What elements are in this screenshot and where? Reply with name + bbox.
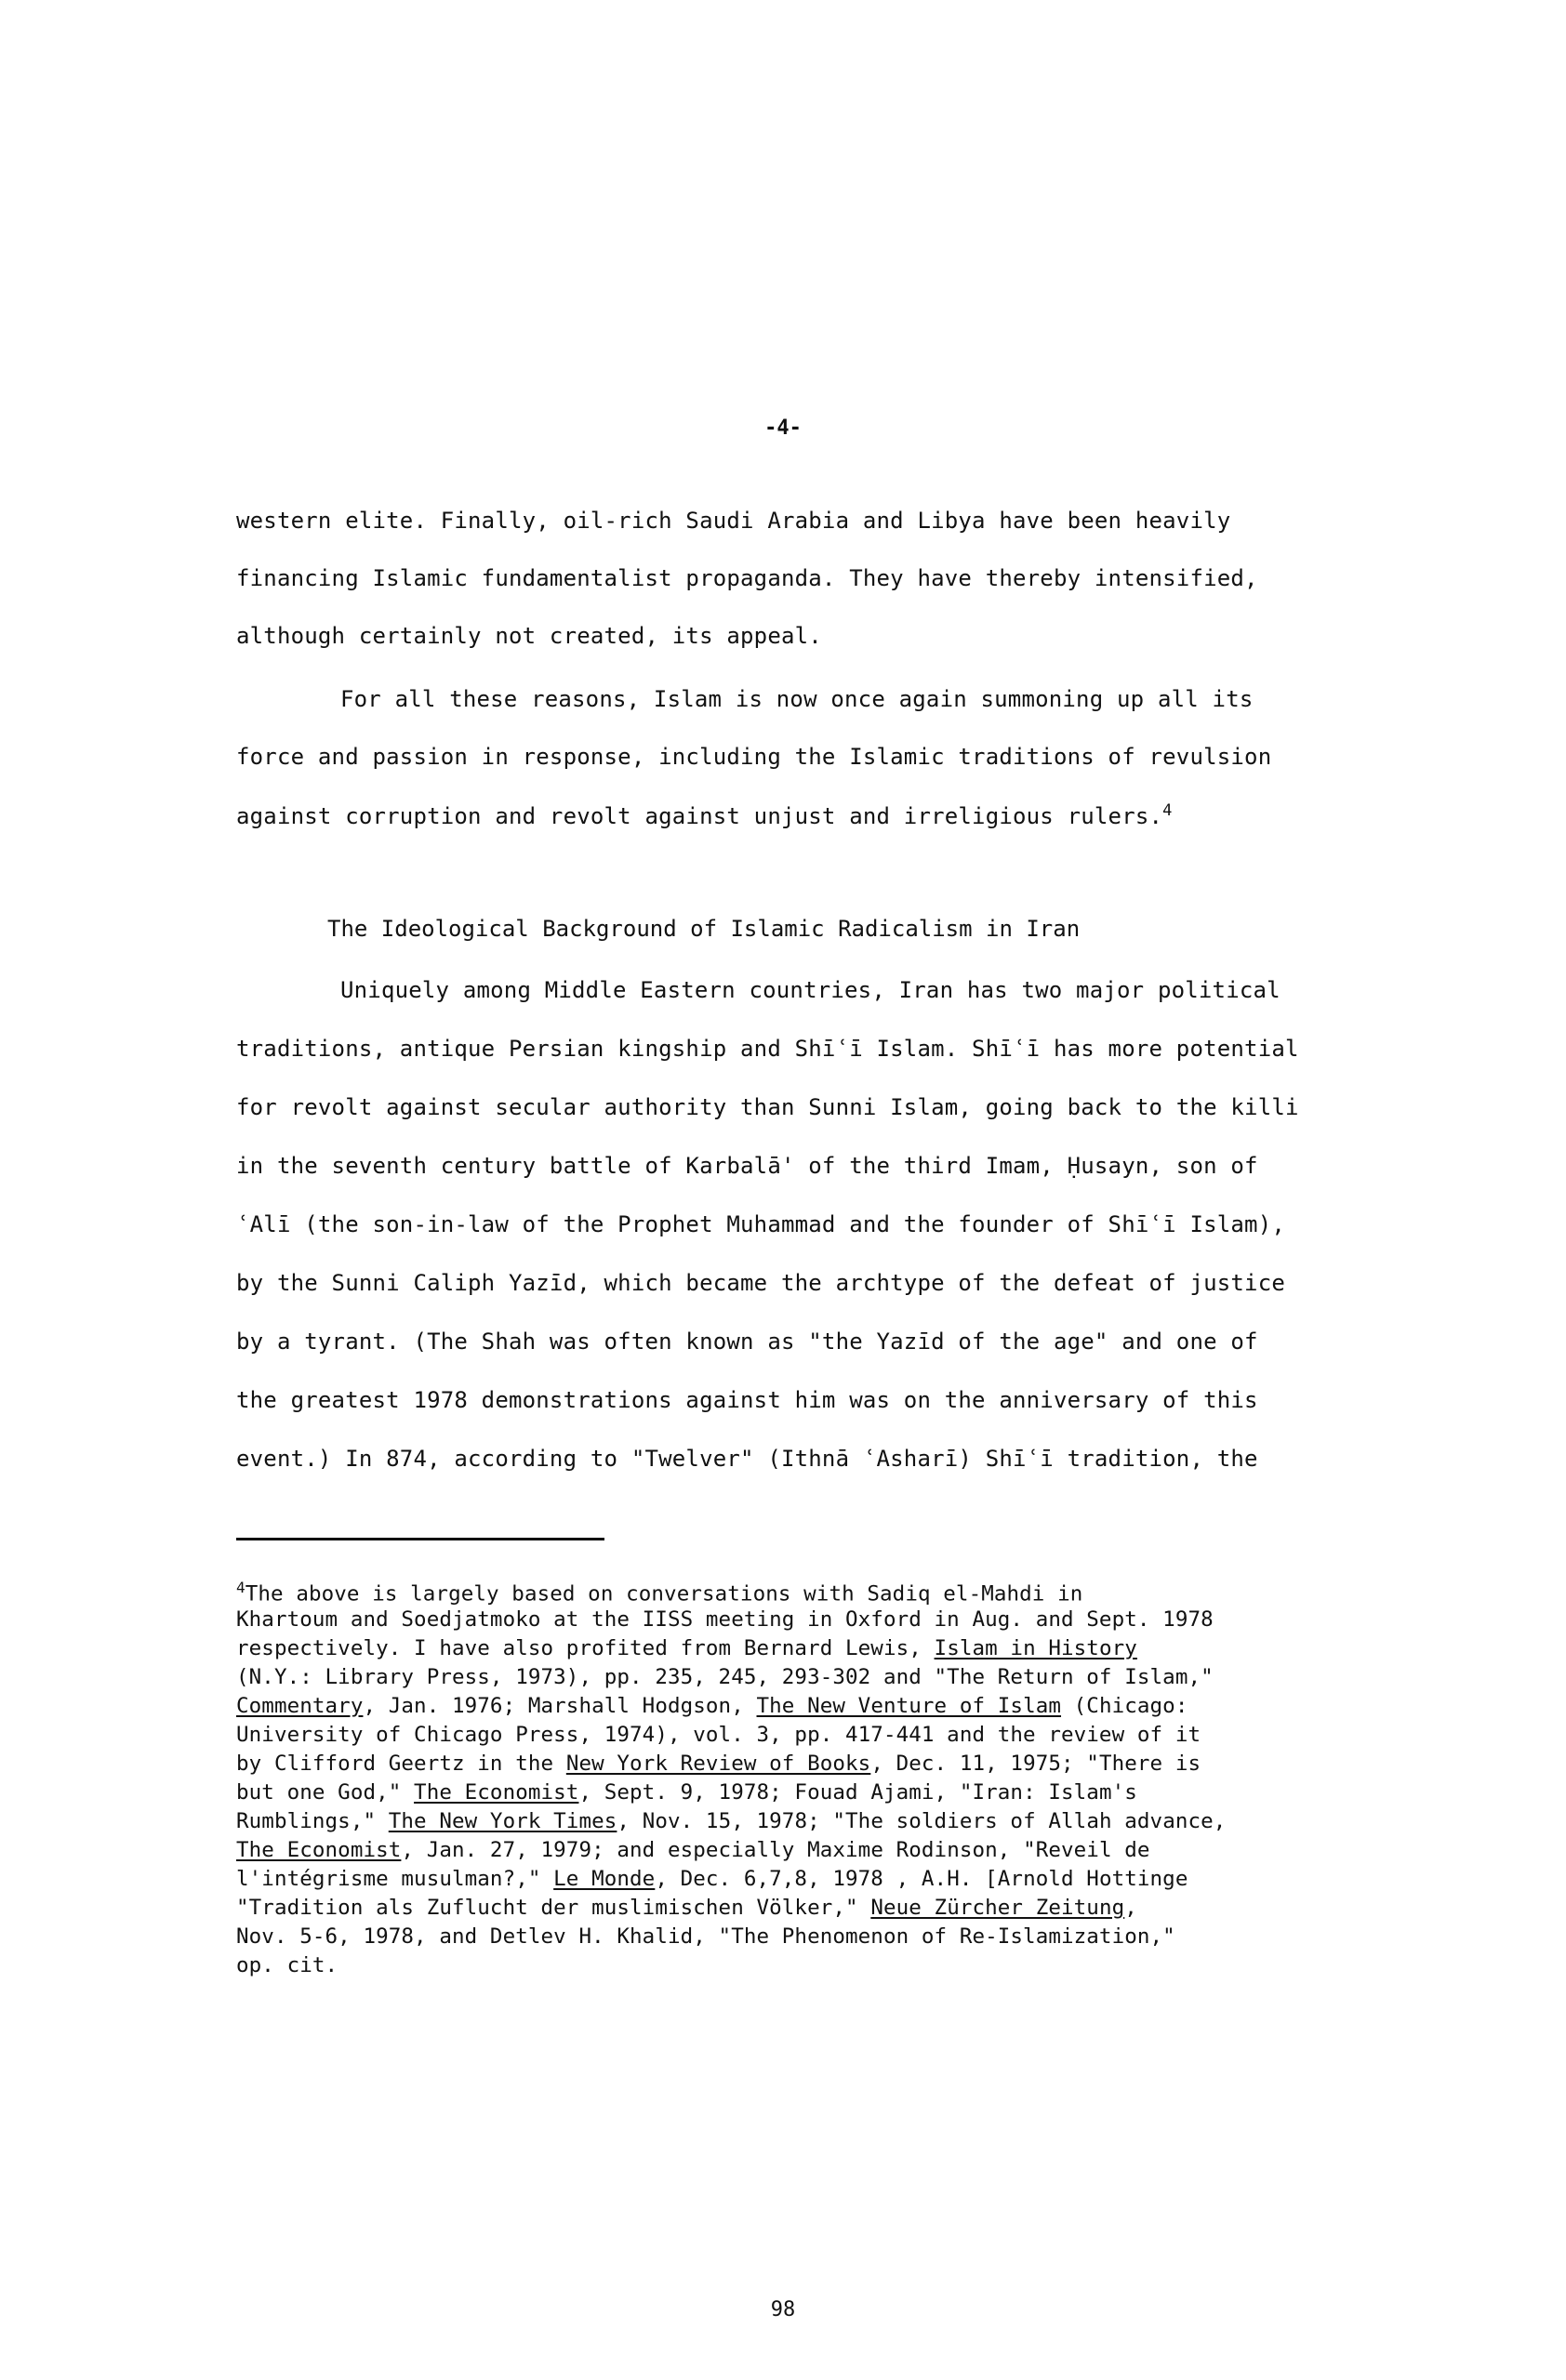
footnote-line bbox=[236, 1723, 1201, 1747]
footnote-line bbox=[236, 1752, 1201, 1776]
cited-title: Le Monde bbox=[553, 1867, 656, 1891]
footnote-reference: 4 bbox=[1162, 801, 1173, 820]
footnote-line bbox=[236, 1838, 1150, 1862]
paragraph-1-line: western elite. Finally, oil-rich Saudi Arabia and Libya have been heavily bbox=[236, 508, 1231, 534]
footnote-text: , Jan. 1976; Marshall Hodgson, bbox=[363, 1694, 757, 1718]
footnote-text: by Clifford Geertz in the bbox=[236, 1752, 566, 1776]
paragraph-3-line: by a tyrant. (The Shah was often known as "the Yazīd of the age" and one of bbox=[236, 1329, 1258, 1355]
cited-title: The Economist bbox=[236, 1838, 402, 1862]
footnote-line bbox=[236, 1665, 1214, 1689]
footnote-line bbox=[236, 1809, 1226, 1833]
paragraph-3-line: traditions, antique Persian kingship and Shīʿī Islam. Shīʿī has more potential bbox=[236, 1036, 1299, 1062]
footnote-marker: 4 bbox=[236, 1579, 246, 1596]
footnote-text: l'intégrisme musulman?," bbox=[236, 1867, 554, 1891]
paragraph-3-line: ʿAlī (the son-in-law of the Prophet Muhammad and the founder of Shīʿī Islam), bbox=[236, 1211, 1285, 1237]
paragraph-1-line: financing Islamic fundamentalist propaganda. They have thereby intensified, bbox=[236, 565, 1258, 591]
paragraph-3-line: in the seventh century battle of Karbalā' of the third Imam, Ḥusayn, son of bbox=[236, 1153, 1258, 1179]
footnote-text: but one God," bbox=[236, 1780, 415, 1805]
footnote-text: , Jan. 27, 1979; and especially Maxime Rodinson, "Reveil de bbox=[401, 1838, 1150, 1862]
cited-title: Neue Zürcher Zeitung bbox=[870, 1896, 1125, 1920]
footnote-text: , bbox=[1124, 1896, 1137, 1920]
paragraph-3-line: for revolt against secular authority than Sunni Islam, going back to the killi bbox=[236, 1094, 1299, 1120]
paragraph-2-line: force and passion in response, including the Islamic traditions of revulsion bbox=[236, 744, 1272, 770]
cited-title: Commentary bbox=[236, 1694, 364, 1718]
footnote-line bbox=[236, 1953, 338, 1977]
footnote-line bbox=[236, 1579, 1082, 1606]
footnote-line bbox=[236, 1636, 1137, 1660]
cited-title: The New York Times bbox=[388, 1809, 617, 1833]
footnote-line bbox=[236, 1867, 1188, 1891]
footnote-line bbox=[236, 1896, 1137, 1920]
footnote-text: , Dec. 6,7,8, 1978 , A.H. [Arnold Hottinge bbox=[655, 1867, 1188, 1891]
paragraph-2-line: For all these reasons, Islam is now once again summoning up all its bbox=[340, 686, 1254, 712]
footnote-line bbox=[236, 1924, 1175, 1949]
paragraph-2-line: against corruption and revolt against unjust and irreligious rulers.$^4$ bbox=[236, 801, 1173, 829]
footnote-text: "Tradition als Zuflucht der muslimischen Völker," bbox=[236, 1896, 871, 1920]
paragraph-3-line: the greatest 1978 demonstrations against him was on the anniversary of this bbox=[236, 1387, 1258, 1413]
footnote-text: (Chicago: bbox=[1061, 1694, 1188, 1718]
cited-title: Islam in History bbox=[934, 1636, 1137, 1660]
paragraph-1-line: although certainly not created, its appeal. bbox=[236, 623, 822, 649]
paragraph-3-line: by the Sunni Caliph Yazīd, which became the archtype of the defeat of justice bbox=[236, 1270, 1285, 1296]
footnote-text: (N.Y.: Library Press, 1973), pp. 235, 245, 293-302 and "The Return of Islam," bbox=[236, 1665, 1214, 1689]
footnote-text: , Sept. 9, 1978; Fouad Ajami, "Iran: Islam's bbox=[578, 1780, 1137, 1805]
footnote-text: , Nov. 15, 1978; "The soldiers of Allah advance, bbox=[617, 1809, 1227, 1833]
footnote-line bbox=[236, 1780, 1137, 1805]
footnote-text: , Dec. 11, 1975; "There is bbox=[870, 1752, 1201, 1776]
footnote-line bbox=[236, 1694, 1188, 1718]
cited-title: New York Review of Books bbox=[565, 1752, 871, 1776]
footnote-text: op. cit. bbox=[236, 1953, 338, 1977]
footnote-line bbox=[236, 1607, 1214, 1632]
footnote-text: The above is largely based on conversations with Sadiq el-Mahdi in bbox=[245, 1581, 1083, 1606]
footnote-text: University of Chicago Press, 1974), vol. 3, pp. 417-441 and the review of it bbox=[236, 1723, 1201, 1747]
footnote-text: Nov. 5-6, 1978, and Detlev H. Khalid, "The Phenomenon of Re-Islamization," bbox=[236, 1924, 1175, 1949]
footnote-divider bbox=[236, 1538, 604, 1540]
cited-title: The Economist bbox=[414, 1780, 579, 1805]
paragraph-3-line: event.) In 874, according to "Twelver" (Ithnā ʿAsharī) Shīʿī tradition, the bbox=[236, 1446, 1258, 1472]
page-header: -4- bbox=[764, 416, 802, 440]
paragraph-3-line: Uniquely among Middle Eastern countries, Iran has two major political bbox=[340, 977, 1281, 1003]
footnote-text: Khartoum and Soedjatmoko at the IISS meeting in Oxford in Aug. and Sept. 1978 bbox=[236, 1607, 1214, 1632]
section-heading: The Ideological Background of Islamic Radicalism in Iran bbox=[327, 916, 1081, 942]
footnote-text: respectively. I have also profited from Bernard Lewis, bbox=[236, 1636, 935, 1660]
page-number: 98 bbox=[770, 2298, 796, 2321]
footnote-text: Rumblings," bbox=[236, 1809, 389, 1833]
cited-title: The New Venture of Islam bbox=[756, 1694, 1062, 1718]
